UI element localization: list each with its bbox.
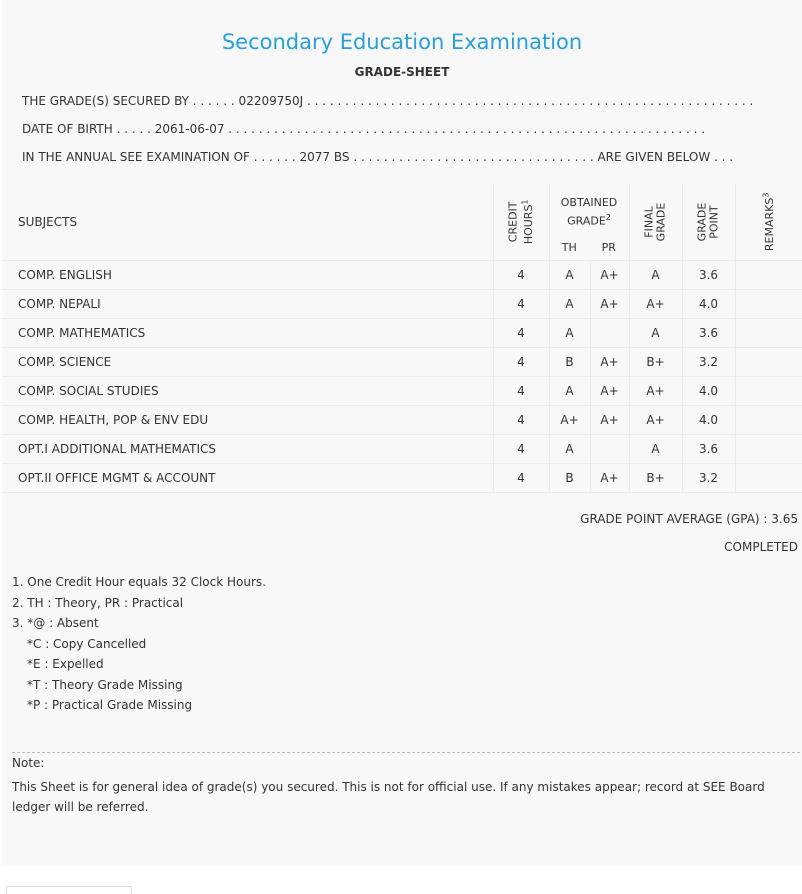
header-credit-hours [493,184,549,260]
header-remarks-text: REMARKS [763,197,777,252]
grade-sheet [2,0,802,866]
cell-grade-point: 4.0 [682,405,735,434]
header-credit-hours-label [507,199,535,244]
table-row [2,347,802,376]
cell-subject: COMP. SCIENCE [2,347,493,376]
table-row [2,434,802,463]
cell-final-grade: A+ [629,289,682,318]
cell-subject: OPT.I ADDITIONAL MATHEMATICS [2,434,493,463]
cell-grade-point: 3.2 [682,463,735,492]
cell-subject: COMP. MATHEMATICS [2,318,493,347]
cell-theory-grade: B [549,347,590,376]
table-row [2,405,802,434]
cell-remarks [735,347,802,376]
header-obtained-sup: 2 [605,213,611,223]
footnote-3: 3. *@ : Absent [12,616,99,630]
header-gp-l2: POINT [707,205,721,239]
header-credit-l1: CREDIT [506,201,520,243]
secured-by-line: THE GRADE(S) SECURED BY . . . . . . 02209750J . . . . . . . . . . . . . . . . . . . . . . . . . . . . . . . . . . . . . . . . . . . . . . . . . . . . . . . . . . . [22,94,754,108]
header-grade-point-label [696,202,720,241]
table-row [2,289,802,318]
cell-practical-grade [590,318,629,347]
cell-credit-hours: 4 [493,347,549,376]
cell-subject: COMP. HEALTH, POP & ENV EDU [2,405,493,434]
footnote-3-expelled: *E : Expelled [27,657,104,671]
table-row [2,463,802,492]
cell-credit-hours: 4 [493,318,549,347]
header-final-l1: FINAL [642,206,656,238]
table-body [2,260,802,492]
cell-theory-grade: A [549,260,590,289]
note-text: This Sheet is for general idea of grade(s) you secured. This is not for official use. If any mistakes appear; record at SEE Board ledger will be referred. [12,780,765,814]
cell-practical-grade: A+ [590,463,629,492]
note-label: Note: [12,756,45,770]
cell-grade-point: 3.6 [682,434,735,463]
cell-credit-hours: 4 [493,434,549,463]
cell-remarks [735,463,802,492]
cell-subject: COMP. ENGLISH [2,260,493,289]
table-header-row [2,184,802,260]
footnote-3-practical-missing: *P : Practical Grade Missing [27,698,193,712]
header-final-l2: GRADE [654,202,668,242]
footnote-2: 2. TH : Theory, PR : Practical [12,595,184,610]
cell-theory-grade: A [549,289,590,318]
header-final-grade-label [643,202,667,241]
cell-theory-grade: A [549,376,590,405]
header-final-grade [629,184,682,260]
status-completed: COMPLETED [724,540,798,554]
header-th: TH [561,241,577,255]
cell-practical-grade: A+ [590,260,629,289]
cell-practical-grade: A+ [590,405,629,434]
page-title: Secondary Education Examination [221,30,583,54]
cell-practical-grade: A+ [590,376,629,405]
cell-grade-point: 4.0 [682,376,735,405]
cell-credit-hours: 4 [493,405,549,434]
header-obtained-label [550,189,629,229]
header-remarks-label [761,192,777,251]
header-credit-l2: HOURS [521,204,535,245]
header-obtained-grade [549,184,629,260]
cell-practical-grade [590,434,629,463]
footnote-3-theory-missing: *T : Theory Grade Missing [27,677,183,692]
header-subjects-label: SUBJECTS [18,214,78,229]
cell-grade-point: 3.6 [682,260,735,289]
header-gp-l1: GRADE [695,202,709,242]
header-credit-sup: 1 [520,199,530,205]
cell-practical-grade: A+ [590,347,629,376]
cell-grade-point: 4.0 [682,289,735,318]
header-remarks [735,184,802,260]
cell-grade-point: 3.2 [682,347,735,376]
cell-final-grade: A [629,260,682,289]
cell-practical-grade: A+ [590,289,629,318]
exam-line: IN THE ANNUAL SEE EXAMINATION OF . . . . . . 2077 BS . . . . . . . . . . . . . . . . . . . . . . . . . . . . . . . . ARE GIVEN BELOW . . . [22,150,734,164]
header-remarks-sup: 3 [761,192,771,198]
cell-remarks [735,434,802,463]
header-subjects [2,184,493,260]
table-row [2,376,802,405]
table-row [2,318,802,347]
table-row [2,260,802,289]
note-divider [12,752,800,753]
cell-final-grade: A [629,318,682,347]
cell-final-grade: A+ [629,405,682,434]
cell-credit-hours: 4 [493,376,549,405]
footnote-1: 1. One Credit Hour equals 32 Clock Hours. [12,575,266,589]
cell-final-grade: A+ [629,376,682,405]
cell-theory-grade: A [549,318,590,347]
header-th-pr [550,241,629,254]
dob-line: DATE OF BIRTH . . . . . 2061-06-07 . . . . . . . . . . . . . . . . . . . . . . . . . . . . . . . . . . . . . . . . . . . . . . . . . . . . . . . . . . . . . . . [22,122,706,136]
cell-final-grade: A [629,434,682,463]
cell-subject: COMP. NEPALI [2,289,493,318]
sheet-subtitle: GRADE-SHEET [354,65,450,79]
cell-remarks [735,405,802,434]
cell-theory-grade: A [549,434,590,463]
grade-table [2,184,802,493]
cell-final-grade: B+ [629,463,682,492]
cell-theory-grade: A+ [549,405,590,434]
header-obtained-l2: GRADE [567,215,606,229]
cell-subject: OPT.II OFFICE MGMT & ACCOUNT [2,463,493,492]
cell-remarks [735,376,802,405]
cell-credit-hours: 4 [493,289,549,318]
cell-theory-grade: B [549,463,590,492]
cell-grade-point: 3.6 [682,318,735,347]
gpa-summary: GRADE POINT AVERAGE (GPA) : 3.65 [580,512,798,526]
cell-remarks [735,318,802,347]
cell-credit-hours: 4 [493,463,549,492]
header-obtained-l1: OBTAINED [560,196,618,210]
header-grade-point [682,184,735,260]
cell-remarks [735,289,802,318]
footnote-3-copy-cancelled: *C : Copy Cancelled [27,636,147,651]
header-pr: PR [601,241,616,255]
cell-remarks [735,260,802,289]
cell-subject: COMP. SOCIAL STUDIES [2,376,493,405]
cell-credit-hours: 4 [493,260,549,289]
footnotes [12,572,266,716]
cell-final-grade: B+ [629,347,682,376]
